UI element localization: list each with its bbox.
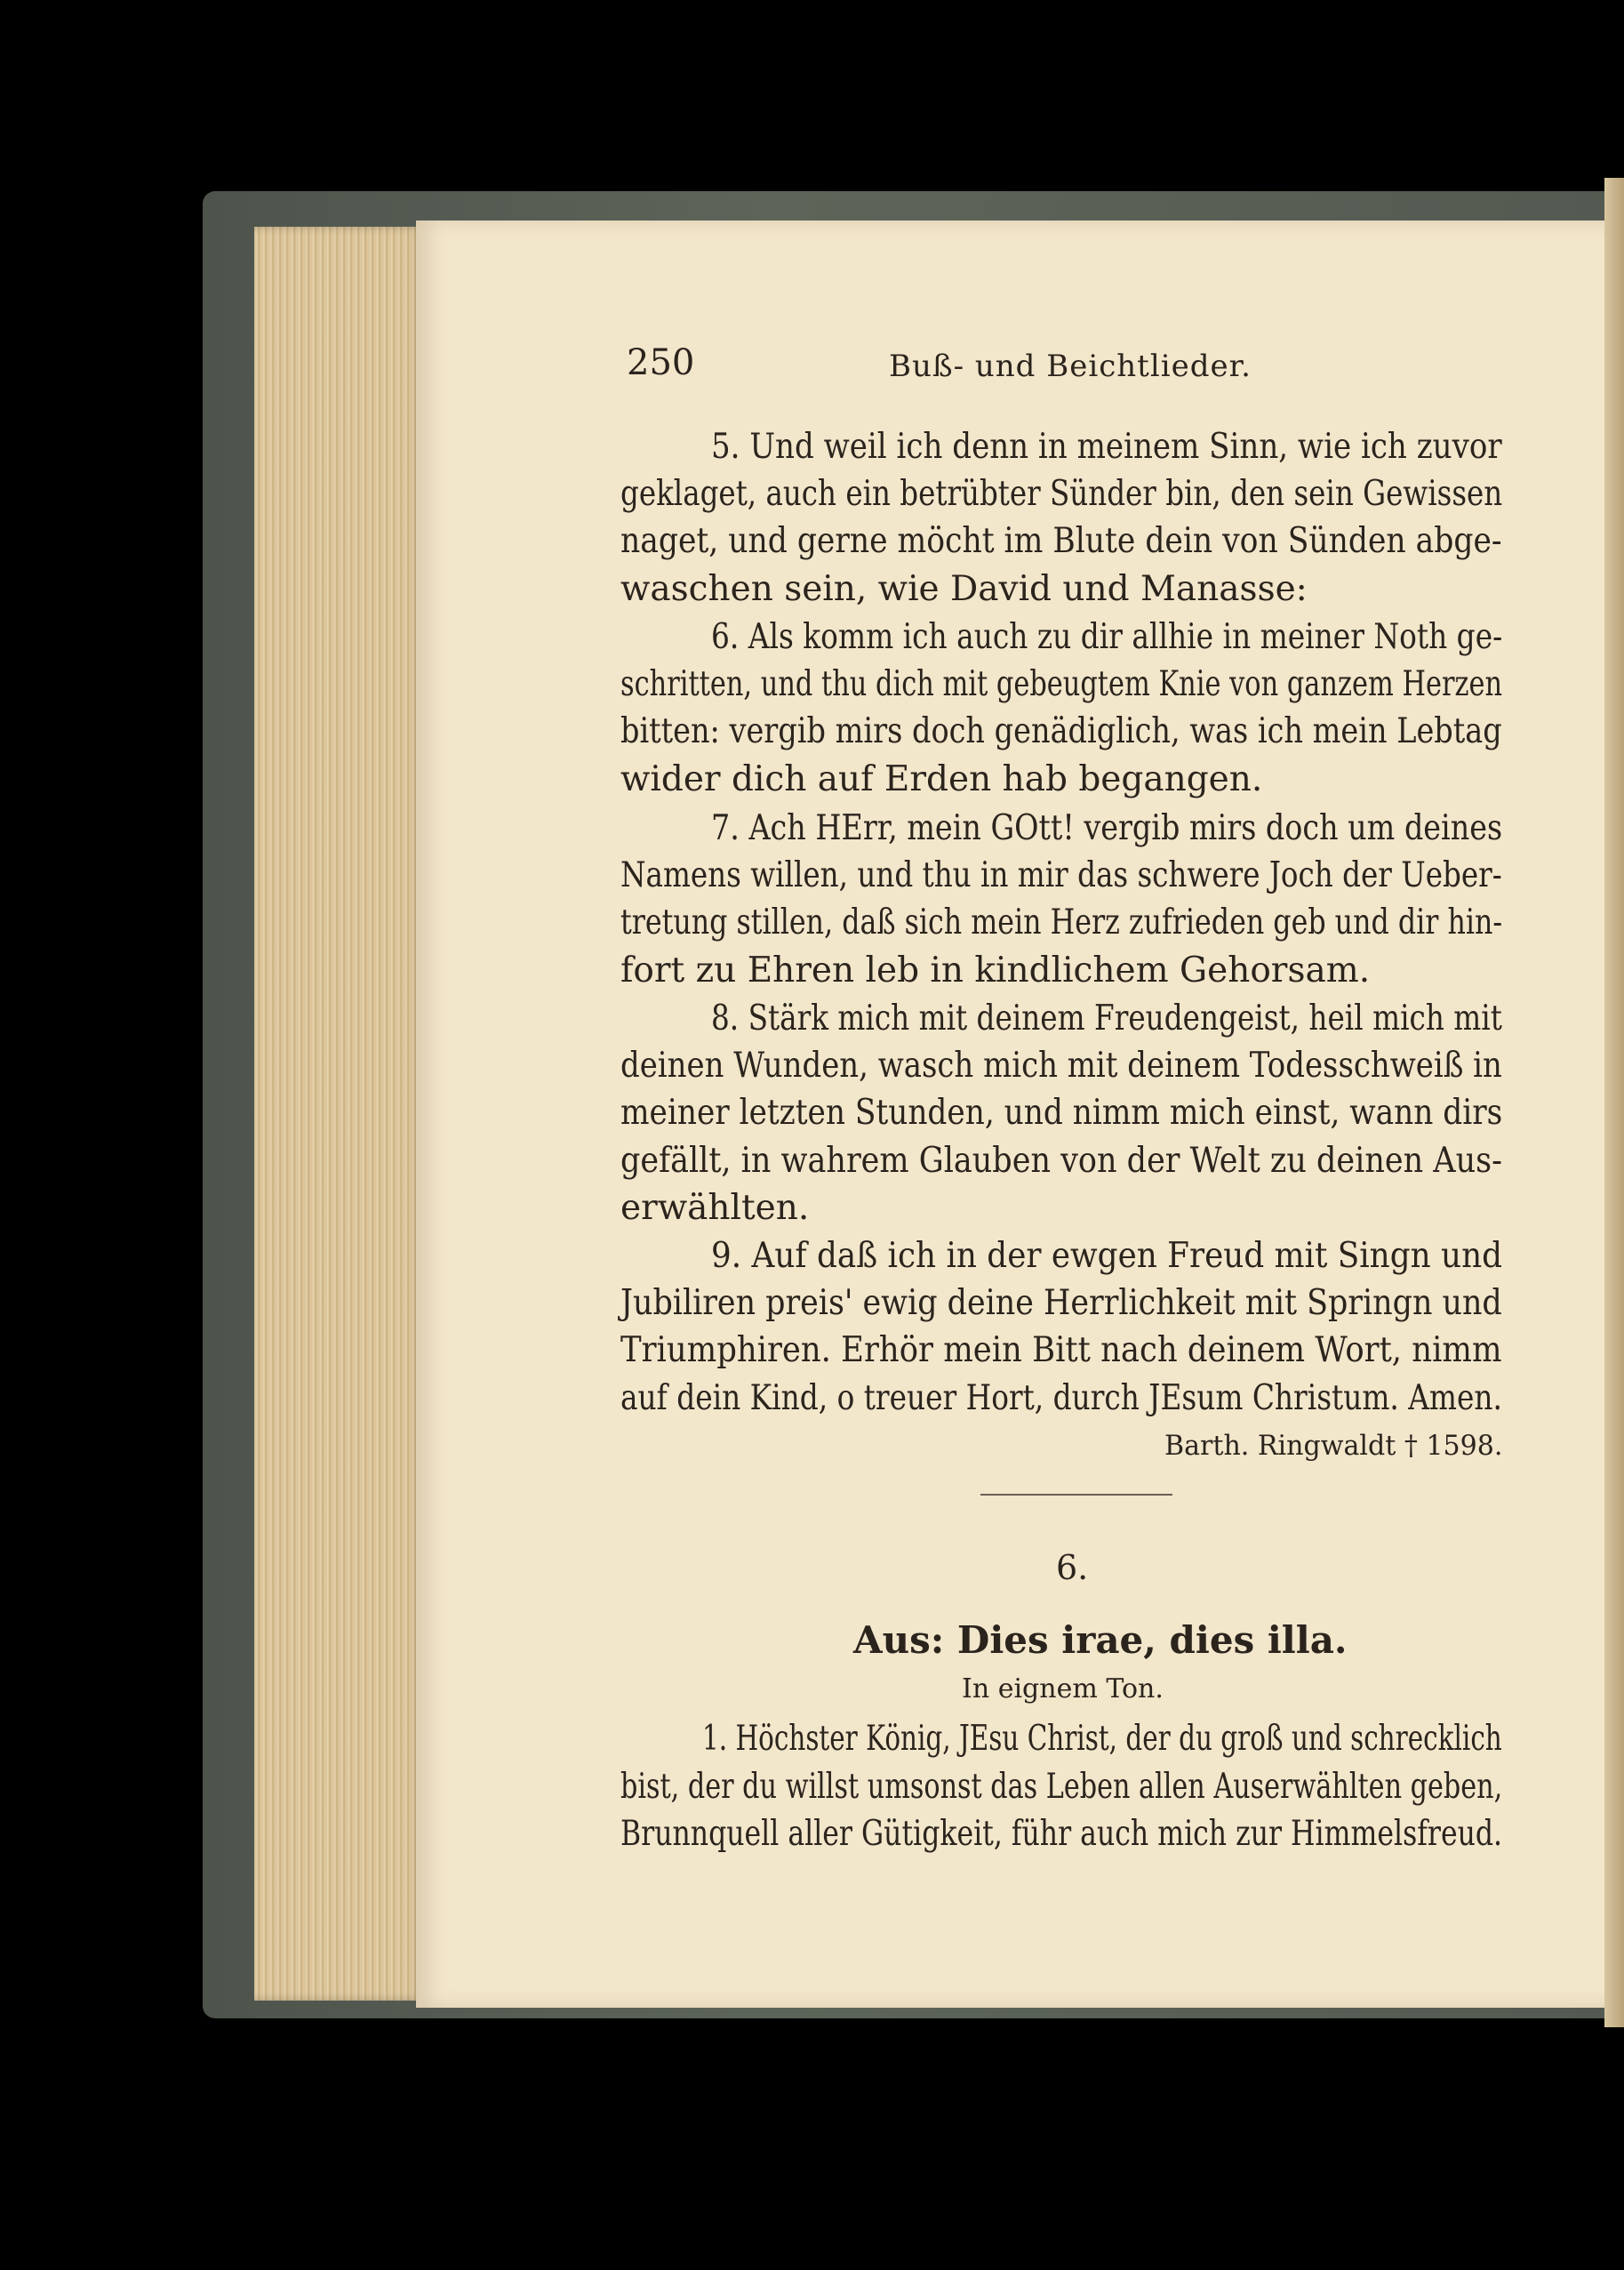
- author-attribution: Barth. Ringwaldt † 1598.: [1164, 1430, 1503, 1462]
- page-right-edge: [1604, 178, 1624, 2027]
- body-line: 1. Höchster König, JEsu Christ, der du groß und schrecklich: [702, 1719, 1502, 1759]
- body-line: 7. Ach HErr, mein GOtt! vergib mirs doch um deines: [711, 808, 1503, 848]
- hymn-title: Aus: Dies irae, dies illa.: [853, 1618, 1348, 1662]
- page-number: 250: [627, 342, 695, 383]
- page-stack-edge: [254, 227, 423, 2001]
- body-line: Namens willen, und thu in mir das schwere Joch der Ueber-: [620, 855, 1502, 895]
- body-line: auf dein Kind, o treuer Hort, durch JEsum Christum. Amen.: [620, 1378, 1502, 1418]
- section-divider: [980, 1494, 1172, 1496]
- hymn-number: 6.: [1056, 1548, 1089, 1587]
- body-line: tretung stillen, daß sich mein Herz zufrieden geb und dir hin-: [620, 902, 1503, 942]
- body-line: schritten, und thu dich mit gebeugtem Knie von ganzem Herzen: [620, 664, 1503, 704]
- hymn-tune: In eignem Ton.: [962, 1673, 1164, 1705]
- body-line: bist, der du willst umsonst das Leben allen Auserwählten geben,: [620, 1767, 1503, 1807]
- body-line: erwählten.: [620, 1188, 810, 1228]
- body-line: bitten: vergib mirs doch genädiglich, was ich mein Lebtag: [620, 711, 1502, 751]
- body-line: naget, und gerne möcht im Blute dein von Sünden abge-: [620, 521, 1502, 561]
- body-line: waschen sein, wie David und Manasse:: [620, 569, 1308, 609]
- body-line: 5. Und weil ich denn in meinem Sinn, wie ich zuvor: [711, 427, 1502, 467]
- body-line: 9. Auf daß ich in der ewgen Freud mit Singn und: [711, 1236, 1503, 1276]
- body-line: meiner letzten Stunden, und nimm mich einst, wann dirs: [620, 1093, 1503, 1133]
- body-line: geklaget, auch ein betrübter Sünder bin, den sein Gewissen: [620, 474, 1503, 514]
- body-line: deinen Wunden, wasch mich mit deinem Todesschweiß in: [620, 1046, 1502, 1086]
- body-line: wider dich auf Erden hab begangen.: [620, 759, 1263, 799]
- body-line: gefällt, in wahrem Glauben von der Welt zu deinen Aus-: [620, 1141, 1502, 1181]
- body-line: 8. Stärk mich mit deinem Freudengeist, heil mich mit: [711, 999, 1502, 1039]
- body-line: Jubiliren preis' ewig deine Herrlichkeit mit Springn und: [620, 1283, 1502, 1323]
- body-line: Triumphiren. Erhör mein Bitt nach deinem Wort, nimm: [620, 1330, 1502, 1370]
- body-line: fort zu Ehren leb in kindlichem Gehorsam.: [620, 951, 1371, 991]
- running-head: Buß- und Beichtlieder.: [889, 349, 1252, 384]
- body-line: Brunnquell aller Gütigkeit, führ auch mich zur Himmelsfreud.: [620, 1814, 1503, 1854]
- body-line: 6. Als komm ich auch zu dir allhie in meiner Noth ge-: [711, 617, 1503, 657]
